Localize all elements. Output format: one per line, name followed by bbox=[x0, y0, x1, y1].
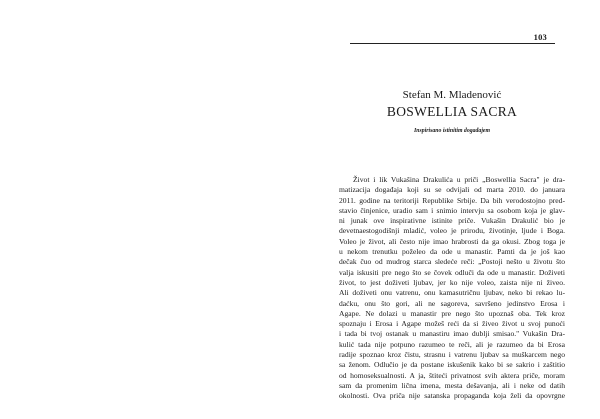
body-line: Ali doživeti onu vatrenu, onu kamasutričnu ljubav, neko bi rekao lu- bbox=[339, 288, 565, 298]
body-line: spoznaju i Erosa i Agape možeš reći da si živeo život u svoj punoći bbox=[339, 319, 565, 329]
body-line: sam da promenim lična imena, mesta dešavanja, ali i neke od datih bbox=[339, 380, 565, 390]
header-rule bbox=[350, 43, 555, 44]
body-line: devetnaestogodišnji mladić, voleo je prirodu, životinje, ljude i Boga. bbox=[339, 226, 565, 236]
body-text bbox=[339, 175, 565, 402]
body-line: i tada bi tvoj ostanak u manastiru imao dublji smisao." Vukašin Dra- bbox=[339, 329, 565, 339]
body-line: od homoseksualnosti. A ja, štiteći privatnost svih aktera priče, moram bbox=[339, 370, 565, 380]
body-line: Agape. Ne dolazi u manastir pre nego što upoznaš oba. Tek kroz bbox=[339, 308, 565, 318]
story-subtitle: Inspirisano istinitim događajem bbox=[413, 128, 491, 134]
body-line: Život i lik Vukašina Drakulića u priči „Boswellia Sacra" je dra- bbox=[353, 175, 565, 184]
body-line: sa ženom. Odlučio je da postane iskušenik kako bi se sakrio i zaštitio bbox=[339, 360, 565, 370]
author-name: Stefan M. Mladenović bbox=[402, 89, 502, 101]
body-line: okolnosti. Ova priča nije satanska propaganda koja želi da opovrgne bbox=[339, 391, 565, 401]
body-line: dečak čuo od mudrog starca sledeće reči: „Postoji nešto u životu što bbox=[339, 257, 565, 267]
body-line: ni junak ove inspirativne istinite priče. Vukašin Drakulić bio je bbox=[339, 216, 565, 226]
body-line: 2011. godine na teritoriji Republike Srbije. Da bih verodostojno pred- bbox=[339, 195, 565, 205]
body-line: stavio činjenice, uradio sam i snimio intervju sa osobom koja je glav- bbox=[339, 205, 565, 215]
story-title: BOSWELLIA SACRA bbox=[386, 104, 518, 119]
body-line: matizacija događaja koji su se odvijali od marta 2010. do januara bbox=[339, 185, 565, 195]
body-line: daćku, onu što gori, ali ne sagoreva, savršeno jedinstvo Erosa i bbox=[339, 298, 565, 308]
body-line: u nekom trenutku poželeo da ode u manastir. Pamti da je još kao bbox=[339, 247, 565, 257]
body-line: kulić tada nije potpuno razumeo te reči, ali je razumeo da bi Erosa bbox=[339, 339, 565, 349]
body-line: Voleo je život, ali često nije imao hrabrosti da ga okusi. Zbog toga je bbox=[339, 236, 565, 246]
body-line: radije spoznao kroz čistu, strasnu i vatrenu ljubav sa muškarcem nego bbox=[339, 350, 565, 360]
body-line: valja iskusiti pre nego što se čovek odluči da ode u manastir. Doživeti bbox=[339, 267, 565, 277]
page-number: 103 bbox=[533, 32, 547, 42]
body-line: život, to jest doživeti ljubav, jer ko nije voleo, zaista nije ni živeo. bbox=[339, 277, 565, 287]
